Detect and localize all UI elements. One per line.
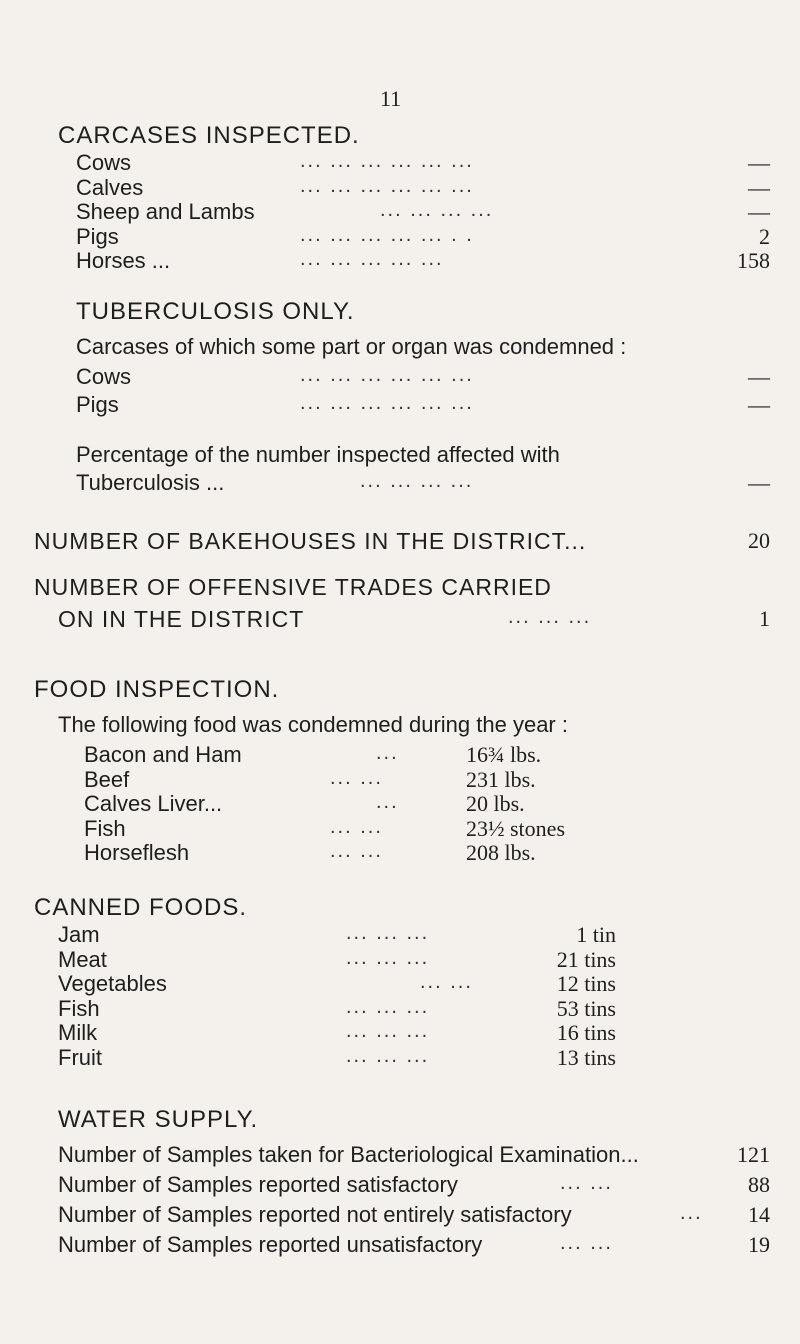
water-label: Number of Samples reported satisfactory <box>58 1172 458 1197</box>
water-value: 14 <box>748 1202 770 1227</box>
canned-label: Meat <box>58 946 107 972</box>
canned-dots: ... ... ... <box>346 995 430 1018</box>
carcase-dots: ... ... ... ... <box>380 199 494 221</box>
carcase-label: Calves <box>76 174 144 200</box>
water-value: 19 <box>748 1232 770 1257</box>
carcase-label: Cows <box>76 150 132 175</box>
carcase-value: 2 <box>759 223 770 249</box>
bakehouses-label: NUMBER OF BAKEHOUSES IN THE DISTRICT... <box>34 528 587 554</box>
tb-dots: ... ... ... ... ... ... <box>300 364 474 386</box>
canned-value: 12 tins <box>556 971 616 996</box>
canned-label: Vegetables <box>58 971 167 996</box>
canned-value: 21 tins <box>556 946 616 972</box>
water-label: Number of Samples reported not entirely satisfactory <box>58 1202 572 1227</box>
carcase-value: — <box>748 174 770 200</box>
canned-row <box>0 1045 800 1075</box>
food-label: Horseflesh <box>84 840 190 865</box>
food-value: 16¾ lbs. <box>466 742 542 767</box>
carcase-value: — <box>748 199 770 224</box>
water-heading: WATER SUPPLY. <box>58 1106 259 1133</box>
food-label: Bacon and Ham <box>84 742 242 767</box>
food-label: Fish <box>84 815 126 841</box>
water-label: Number of Samples taken for Bacteriological Examination... <box>58 1142 639 1167</box>
food-dots: ... <box>376 742 399 764</box>
carcase-dots: ... ... ... ... ... <box>300 248 444 270</box>
water-row <box>0 1232 800 1262</box>
offensive-trades-value: 1 <box>759 606 770 631</box>
canned-value: 13 tins <box>556 1044 616 1070</box>
water-row <box>0 1172 800 1202</box>
water-value: 88 <box>748 1172 770 1197</box>
tb-row <box>0 364 800 394</box>
tb-label: Pigs <box>76 392 119 417</box>
tb-heading: TUBERCULOSIS ONLY. <box>76 298 355 325</box>
food-dots: ... <box>376 791 399 813</box>
carcase-dots: ... ... ... ... ... ... <box>300 150 474 172</box>
carcases-heading: CARCASES INSPECTED. <box>58 122 360 149</box>
carcase-value: 158 <box>737 248 770 273</box>
canned-dots: ... ... ... <box>346 946 430 969</box>
tb-row <box>0 392 800 422</box>
bakehouses-row <box>0 528 800 558</box>
tb-percentage-row <box>0 470 800 500</box>
offensive-trades-line2: ON IN THE DISTRICT <box>58 606 305 632</box>
food-dots: ... ... <box>330 840 383 862</box>
canned-dots: ... ... <box>420 971 473 993</box>
food-row <box>0 840 800 870</box>
canned-label: Fish <box>58 995 100 1021</box>
tb-percentage-line1: Percentage of the number inspected affected with <box>76 442 560 467</box>
water-value: 121 <box>737 1142 770 1167</box>
water-dots: ... <box>680 1202 703 1224</box>
canned-heading: CANNED FOODS. <box>34 894 248 921</box>
food-value: 20 lbs. <box>466 791 525 816</box>
food-dots: ... ... <box>330 815 383 838</box>
offensive-trades-row <box>0 606 800 636</box>
tb-dots: ... ... ... ... ... ... <box>300 392 474 414</box>
tb-value: — <box>748 392 770 417</box>
bakehouses-value: 20 <box>748 528 770 553</box>
offensive-trades-line1: NUMBER OF OFFENSIVE TRADES CARRIED <box>34 574 552 600</box>
canned-label: Fruit <box>58 1044 102 1070</box>
page-number: 11 <box>380 86 402 111</box>
water-row <box>0 1202 800 1232</box>
canned-dots: ... ... ... <box>346 922 430 944</box>
tb-value: — <box>748 364 770 389</box>
tb-percentage-dots: ... ... ... ... <box>360 470 474 492</box>
water-dots: ... ... <box>560 1232 613 1254</box>
food-value: 23½ stones <box>466 815 565 841</box>
food-value: 208 lbs. <box>466 840 536 865</box>
canned-label: Jam <box>58 922 100 947</box>
carcase-row <box>0 248 800 278</box>
canned-dots: ... ... ... <box>346 1044 430 1067</box>
tb-intro: Carcases of which some part or organ was condemned : <box>76 334 627 359</box>
carcase-label: Horses ... <box>76 248 171 273</box>
carcase-label: Pigs <box>76 223 119 249</box>
food-dots: ... ... <box>330 766 383 789</box>
water-dots: ... ... <box>560 1172 613 1194</box>
canned-value: 1 tin <box>576 922 616 947</box>
water-row <box>0 1142 800 1172</box>
food-value: 231 lbs. <box>466 766 536 792</box>
canned-value: 16 tins <box>556 1020 616 1045</box>
canned-value: 53 tins <box>556 995 616 1021</box>
carcase-label: Sheep and Lambs <box>76 199 255 224</box>
canned-label: Milk <box>58 1020 98 1045</box>
carcase-dots: ... ... ... ... ... . . <box>300 223 474 246</box>
carcase-dots: ... ... ... ... ... ... <box>300 174 474 197</box>
tb-label: Cows <box>76 364 132 389</box>
food-label: Calves Liver... <box>84 791 223 816</box>
food-label: Beef <box>84 766 130 792</box>
tb-percentage-value: — <box>748 470 770 495</box>
tb-percentage-line2: Tuberculosis ... <box>76 470 225 495</box>
canned-dots: ... ... ... <box>346 1020 430 1042</box>
food-intro: The following food was condemned during the year : <box>58 712 568 737</box>
offensive-trades-dots: ... ... ... <box>508 606 592 628</box>
water-label: Number of Samples reported unsatisfactory <box>58 1232 483 1257</box>
food-heading: FOOD INSPECTION. <box>34 676 280 703</box>
carcase-value: — <box>748 150 770 175</box>
